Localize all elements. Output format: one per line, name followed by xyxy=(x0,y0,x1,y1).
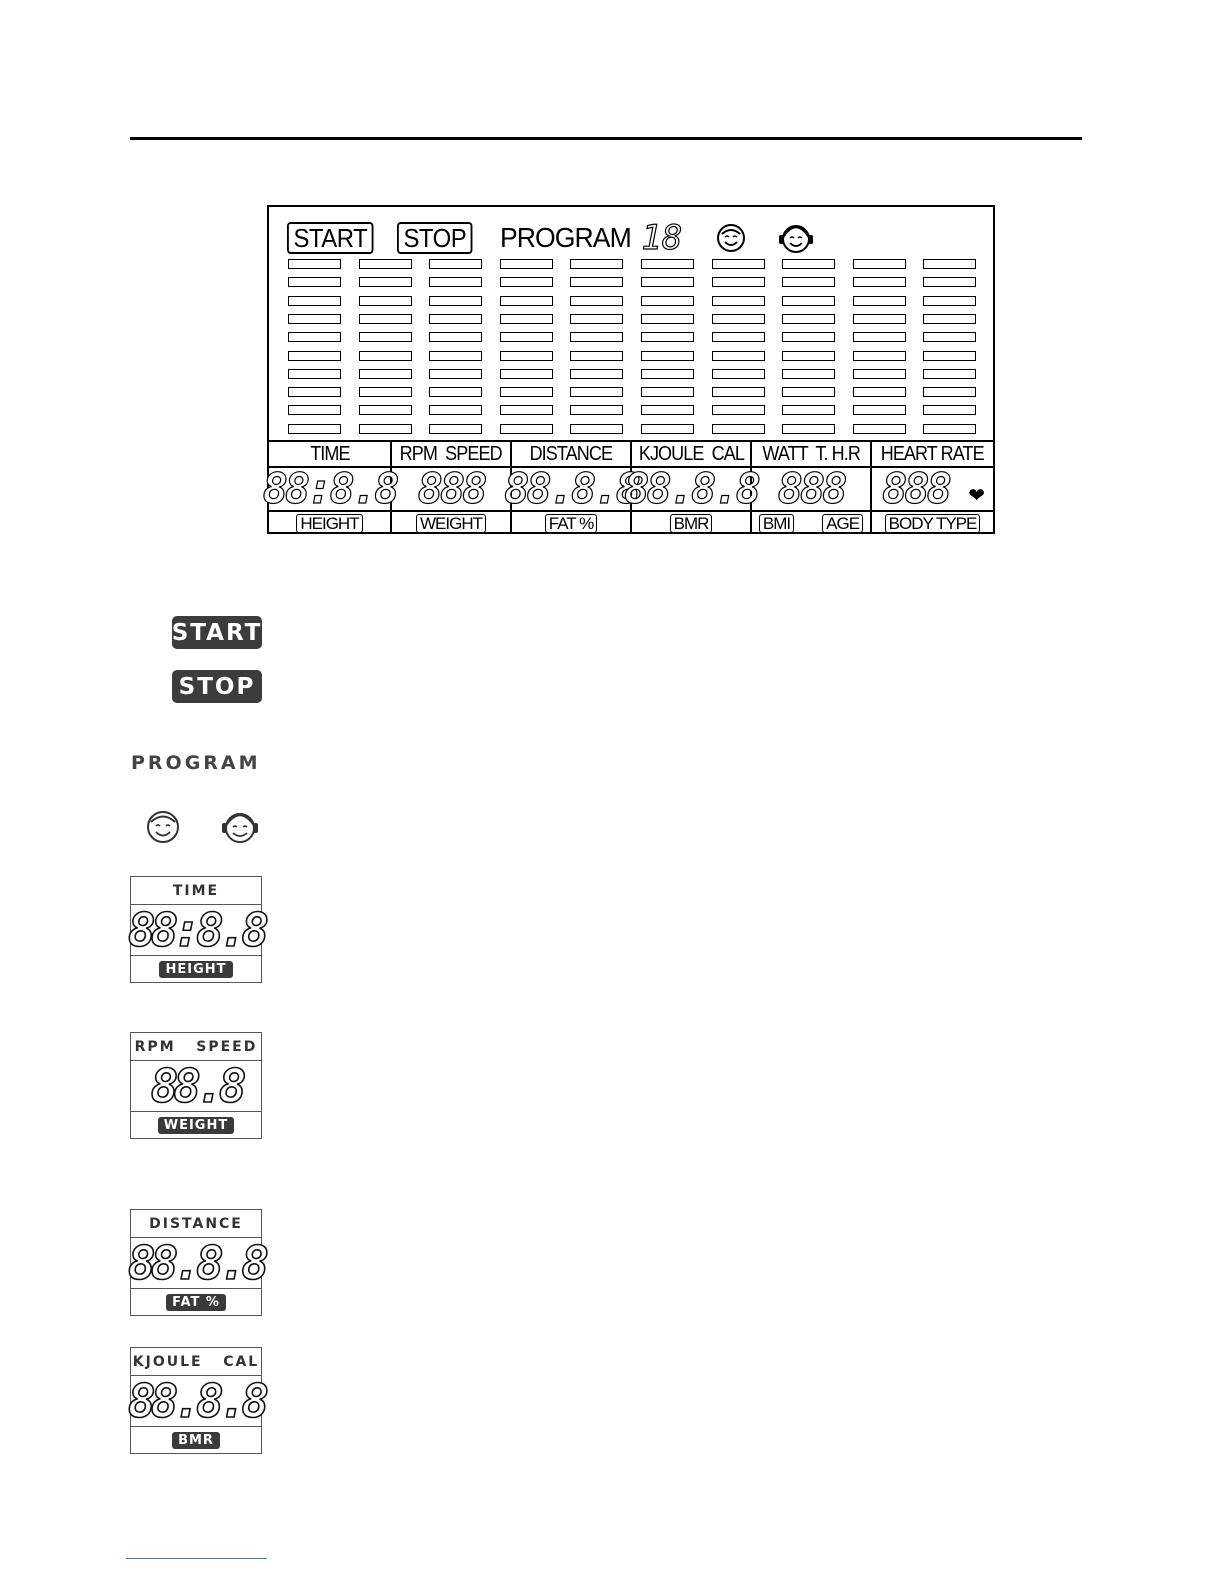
lcd-digits-heart-rate: 888 ❤ xyxy=(882,464,985,513)
program-bar-cell xyxy=(570,277,623,287)
legend-kjoule-foot xyxy=(131,1427,261,1453)
program-bar-cell xyxy=(500,405,553,415)
lcd-digits-time: 88:8.8 xyxy=(262,464,397,513)
program-bar-cell xyxy=(500,424,553,434)
program-bar-cell xyxy=(641,296,694,306)
program-bar-cell xyxy=(853,387,906,397)
program-bar-cell xyxy=(570,332,623,342)
program-bar-cell xyxy=(712,405,765,415)
program-bar-cell xyxy=(288,277,341,287)
legend-rpm-speed-header: RPM SPEED xyxy=(131,1033,261,1061)
program-bar-cell xyxy=(359,259,412,269)
program-bar-cell xyxy=(359,296,412,306)
program-bar-cell xyxy=(429,369,482,379)
program-bar-cell xyxy=(712,296,765,306)
program-bar-cell xyxy=(782,277,835,287)
lcd-digits-rpm-speed: 888 xyxy=(392,468,512,510)
program-bar-cell xyxy=(500,259,553,269)
lcd-digits-watt-thr: 888 xyxy=(752,468,872,510)
legend-time-digits: 88:8.8 xyxy=(127,903,265,957)
program-bar-cell xyxy=(359,405,412,415)
legend-weight-tag: WEIGHT xyxy=(158,1117,234,1134)
legend-rpm-foot xyxy=(131,1112,261,1138)
lcd-bottom-tag-row xyxy=(269,510,993,534)
program-bar-cell xyxy=(570,369,623,379)
program-bar-cell xyxy=(570,387,623,397)
program-bar-cell xyxy=(712,332,765,342)
lcd-label-distance: DISTANCE xyxy=(512,442,632,466)
program-bar-cell xyxy=(923,332,976,342)
program-bar-cell xyxy=(712,351,765,361)
program-bar-cell xyxy=(359,351,412,361)
lcd-display-panel xyxy=(262,205,995,534)
legend-rpm-speed-digits: 88.8 xyxy=(150,1059,242,1113)
program-bar-cell xyxy=(923,277,976,287)
program-bar-cell xyxy=(429,387,482,397)
lcd-tag-age: AGE xyxy=(822,514,863,533)
program-bar-cell xyxy=(923,424,976,434)
program-bar-cell xyxy=(359,332,412,342)
lcd-program-digits: 18 xyxy=(641,218,683,258)
legend-distance-digits-cell xyxy=(127,1236,265,1290)
legend-smiley-face-icon xyxy=(145,808,183,844)
program-bar-cell xyxy=(641,277,694,287)
program-bar-cell xyxy=(288,351,341,361)
legend-kjoule-cal-header: KJOULE CAL xyxy=(131,1348,261,1376)
program-bar-cell xyxy=(570,296,623,306)
program-bar-cell xyxy=(923,405,976,415)
program-bar-cell xyxy=(429,351,482,361)
lcd-tag-cell-body-type xyxy=(872,512,993,534)
program-bar-cell xyxy=(712,259,765,269)
program-bar-cell xyxy=(853,369,906,379)
program-bar-cell xyxy=(641,405,694,415)
legend-fat-tag: FAT % xyxy=(166,1294,226,1311)
program-bar-cell xyxy=(288,332,341,342)
program-bar-cell xyxy=(641,259,694,269)
program-bar-cell xyxy=(782,424,835,434)
program-bar-cell xyxy=(359,424,412,434)
program-bar-cell xyxy=(853,314,906,324)
program-bar-cell xyxy=(288,387,341,397)
program-bar-cell xyxy=(288,369,341,379)
lcd-tag-cell-height xyxy=(269,512,392,534)
legend-rpm-speed-window xyxy=(130,1032,262,1139)
lcd-tag-body-type: BODY TYPE xyxy=(885,514,981,533)
lcd-label-watt-thr: WATT T. H.R xyxy=(752,442,872,466)
program-bar-cell xyxy=(782,296,835,306)
program-bar-cell xyxy=(359,387,412,397)
program-bar-cell xyxy=(570,259,623,269)
program-bar-cell xyxy=(500,351,553,361)
program-bar-cell xyxy=(782,259,835,269)
program-bar-cell xyxy=(288,424,341,434)
legend-distance-digits: 88.8.8 xyxy=(127,1236,265,1290)
program-bar-cell xyxy=(500,369,553,379)
program-bar-cell xyxy=(853,351,906,361)
lcd-tag-cell-weight xyxy=(392,512,512,534)
program-bar-cell xyxy=(923,296,976,306)
legend-stop-indicator: STOP xyxy=(172,670,262,703)
legend-height-tag: HEIGHT xyxy=(159,961,232,978)
program-bar-cell xyxy=(853,296,906,306)
lcd-tag-cell-fat xyxy=(512,512,632,534)
program-bar-cell xyxy=(641,387,694,397)
legend-time-window xyxy=(127,876,265,983)
lcd-label-time: TIME xyxy=(269,442,392,466)
program-bar-cell xyxy=(288,314,341,324)
smiley-with-headphones-icon xyxy=(776,221,816,255)
program-bar-cell xyxy=(288,296,341,306)
legend-time-header: TIME xyxy=(131,877,261,905)
program-bar-cell xyxy=(429,277,482,287)
legend-distance-foot xyxy=(131,1289,261,1315)
lcd-program-label: PROGRAM xyxy=(499,222,631,253)
program-bar-cell xyxy=(782,369,835,379)
lcd-digits-kjoule-cal: 88.8.8 xyxy=(624,464,758,513)
program-bar-cell xyxy=(853,424,906,434)
program-bar-cell xyxy=(641,351,694,361)
program-bar-cell xyxy=(853,405,906,415)
lcd-tag-bmi: BMI xyxy=(759,514,794,533)
program-bar-cell xyxy=(570,424,623,434)
program-bar-cell xyxy=(359,314,412,324)
program-bar-cell xyxy=(712,387,765,397)
program-bar-cell xyxy=(359,277,412,287)
program-bar-grid xyxy=(288,259,978,437)
heart-icon: ❤ xyxy=(968,485,985,507)
legend-distance-header: DISTANCE xyxy=(131,1210,261,1238)
program-bar-cell xyxy=(641,314,694,324)
program-bar-cell xyxy=(712,369,765,379)
lcd-tag-cell-bmi-age xyxy=(752,512,872,534)
program-bar-cell xyxy=(500,314,553,324)
program-bar-cell xyxy=(570,314,623,324)
lcd-digit-row xyxy=(262,464,993,513)
program-bar-cell xyxy=(853,277,906,287)
lcd-tag-bmr: BMR xyxy=(670,514,713,533)
legend-rpm-digits-cell xyxy=(131,1061,261,1112)
program-bar-cell xyxy=(429,259,482,269)
lcd-label-kjoule-cal: KJOULE CAL xyxy=(632,442,752,466)
lcd-tag-fat: FAT % xyxy=(545,514,597,533)
footnote-rule xyxy=(126,1558,267,1559)
header-rule xyxy=(130,137,1082,140)
lcd-stop-indicator: STOP xyxy=(397,222,473,254)
program-bar-cell xyxy=(712,314,765,324)
legend-kjoule-cal-window xyxy=(127,1347,265,1454)
program-bar-cell xyxy=(923,387,976,397)
legend-time-foot xyxy=(131,956,261,982)
program-bar-cell xyxy=(288,405,341,415)
program-bar-cell xyxy=(641,424,694,434)
program-bar-cell xyxy=(429,405,482,415)
program-bar-cell xyxy=(782,351,835,361)
program-bar-cell xyxy=(429,332,482,342)
lcd-label-heart-rate: HEART RATE xyxy=(880,442,985,465)
program-bar-cell xyxy=(782,314,835,324)
legend-kjoule-digits-cell xyxy=(127,1374,265,1428)
lcd-tag-height: HEIGHT xyxy=(296,514,362,533)
legend-program-label: PROGRAM xyxy=(131,752,261,774)
program-bar-cell xyxy=(500,387,553,397)
program-bar-cell xyxy=(641,369,694,379)
legend-kjoule-cal-digits: 88.8.8 xyxy=(127,1374,265,1428)
legend-time-digits-cell xyxy=(127,903,265,957)
legend-bmr-tag: BMR xyxy=(172,1432,220,1449)
program-bar-cell xyxy=(782,405,835,415)
lcd-tag-weight: WEIGHT xyxy=(416,514,486,533)
program-bar-cell xyxy=(570,405,623,415)
lcd-label-rpm-speed: RPM SPEED xyxy=(392,442,512,466)
program-bar-cell xyxy=(923,369,976,379)
program-bar-cell xyxy=(782,387,835,397)
program-bar-cell xyxy=(359,369,412,379)
lcd-tag-cell-bmr xyxy=(632,512,752,534)
lcd-top-row xyxy=(287,218,816,258)
program-bar-cell xyxy=(923,259,976,269)
legend-start-indicator: START xyxy=(172,616,262,649)
lcd-start-indicator: START xyxy=(287,222,374,254)
legend-distance-window xyxy=(127,1209,265,1316)
program-bar-cell xyxy=(641,332,694,342)
program-bar-cell xyxy=(429,424,482,434)
program-bar-cell xyxy=(429,314,482,324)
lcd-digits-distance: 88.8.8 xyxy=(504,464,638,513)
program-bar-cell xyxy=(500,296,553,306)
program-bar-cell xyxy=(288,259,341,269)
program-bar-cell xyxy=(853,332,906,342)
program-bar-cell xyxy=(712,277,765,287)
program-bar-cell xyxy=(570,351,623,361)
program-bar-cell xyxy=(782,332,835,342)
smiley-face-icon xyxy=(716,223,746,253)
program-bar-cell xyxy=(500,332,553,342)
program-bar-cell xyxy=(712,424,765,434)
program-bar-cell xyxy=(853,259,906,269)
program-bar-cell xyxy=(923,314,976,324)
program-bar-cell xyxy=(500,277,553,287)
legend-smiley-with-headphones-icon xyxy=(218,808,262,844)
program-bar-cell xyxy=(923,351,976,361)
program-bar-cell xyxy=(429,296,482,306)
